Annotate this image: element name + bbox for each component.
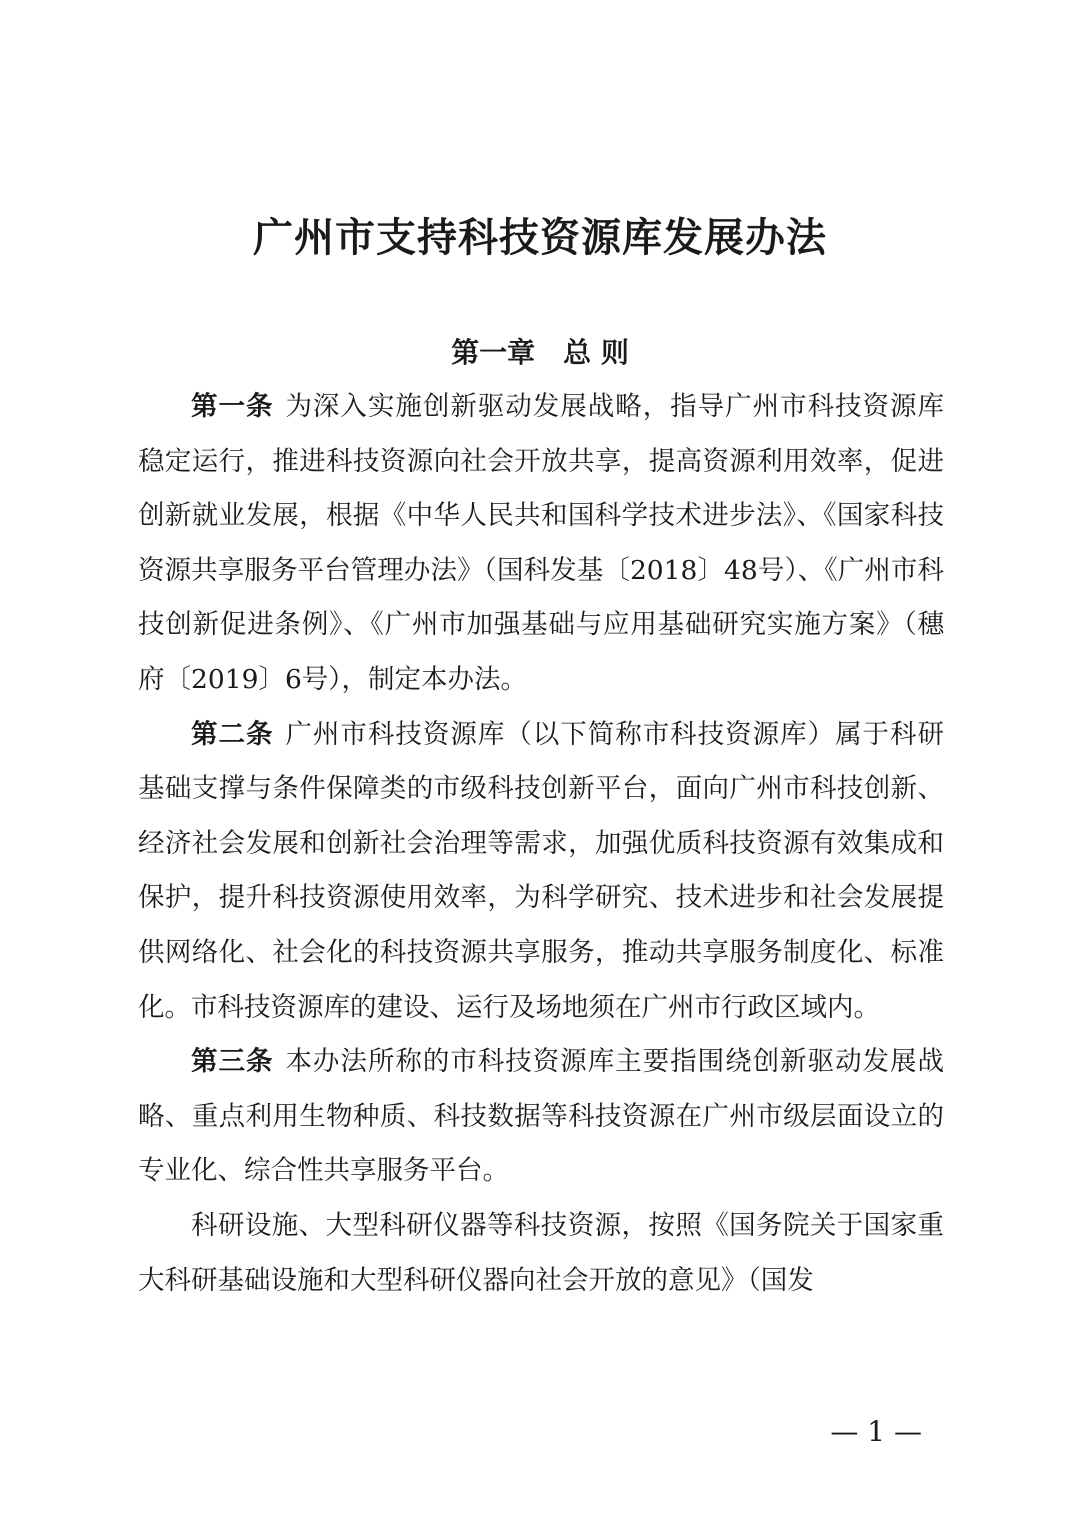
article-1 [138, 380, 944, 708]
article-text: 广州市科技资源库（以下简称市科技资源库）属于科研基础支撑与条件保障类的市级科技创新平台，面向广州市科技创新、经济社会发展和创新社会治理等需求，加强优质科技资源有效集成和保护，提升科技资源使用效率，为科学研究、技术进步和社会发展提供网络化、社会化的科技资源共享服务，推动共享服务制度化、标准化。市科技资源库的建设、运行及场地须在广州市行政区域内。 [138, 718, 945, 1023]
document-title: 广州市支持科技资源库发展办法 [253, 215, 827, 261]
article-text: 本办法所称的市科技资源库主要指围绕创新驱动发展战略、重点利用生物种质、科技数据等科技资源在广州市级层面设立的专业化、综合性共享服务平台。 [138, 1046, 945, 1187]
article-3 [138, 1035, 944, 1199]
paragraph: 科研设施、大型科研仪器等科技资源，按照《国务院关于国家重大科研基础设施和大型科研仪器向社会开放的意见》（国发 [138, 1209, 944, 1296]
article-text: 为深入实施创新驱动发展战略，指导广州市科技资源库稳定运行，推进科技资源向社会开放共享，提高资源利用效率，促进创新就业发展，根据《中华人民共和国科学技术进步法》、《国家科技资源共享服务平台管理办法》（国科发基〔2018〕48号）、《广州市科技创新促进条例》、《广州市加强基础与应用基础研究实施方案》（穗府〔2019〕6号），制定本办法。 [138, 391, 945, 695]
document-body [138, 380, 944, 1308]
article-heading: 第一条 [191, 391, 274, 422]
article-2 [138, 708, 944, 1036]
article-heading: 第三条 [191, 1046, 274, 1078]
chapter-heading: 第一章 总 则 [451, 336, 629, 369]
article-heading: 第二条 [191, 718, 274, 750]
page-number: — 1 — [830, 1415, 922, 1448]
